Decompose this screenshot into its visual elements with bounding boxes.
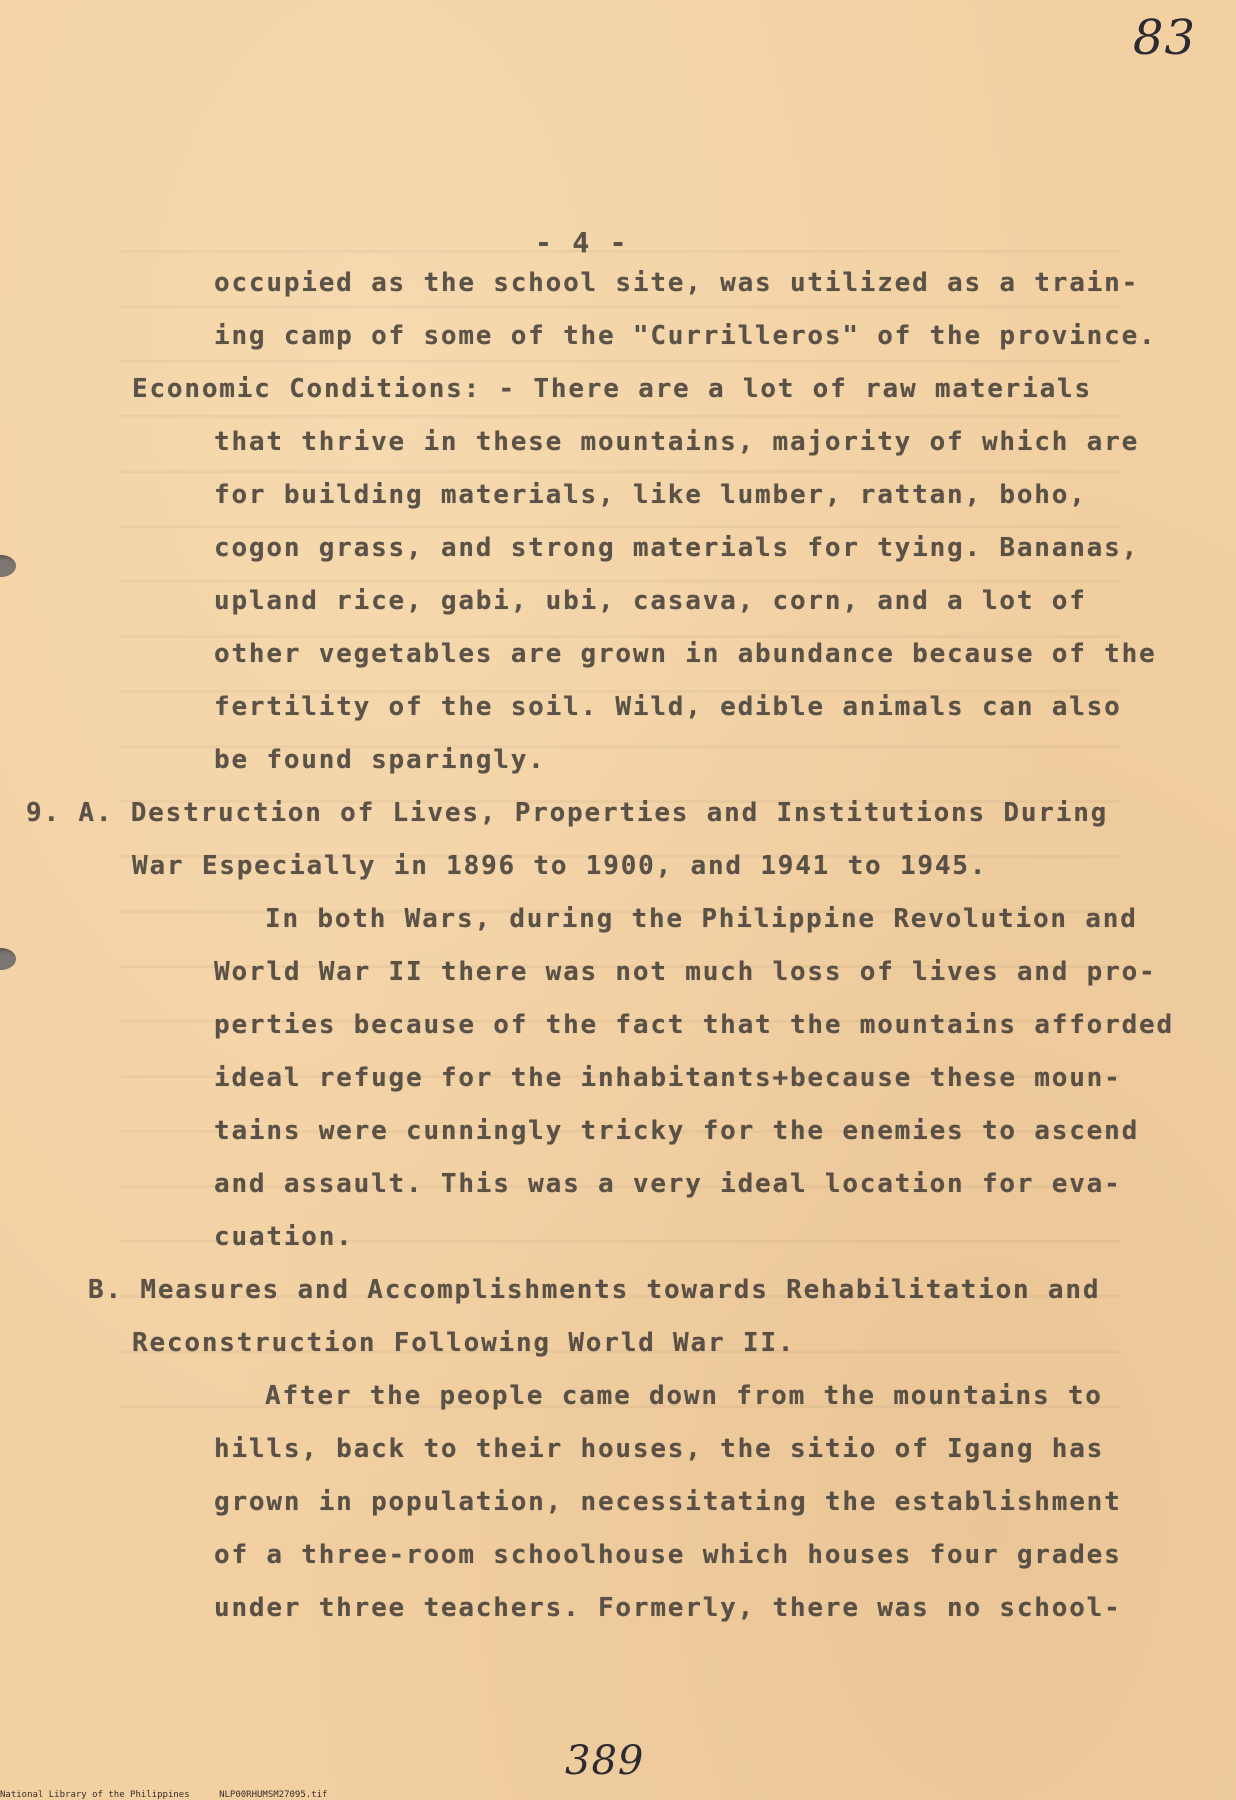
body-line: fertility of the soil. Wild, edible animals can also: [214, 692, 1122, 722]
body-line: hills, back to their houses, the sitio of Igang has: [214, 1434, 1105, 1464]
body-line: occupied as the school site, was utilized as a train-: [214, 268, 1140, 298]
punch-hole: [0, 555, 16, 577]
body-line: upland rice, gabi, ubi, casava, corn, and a lot of: [214, 586, 1087, 616]
body-line: Economic Conditions: - There are a lot of raw materials: [132, 374, 1092, 404]
body-line: ing camp of some of the "Currilleros" of the province.: [214, 321, 1157, 351]
body-line: ideal refuge for the inhabitants+because these moun-: [214, 1063, 1122, 1093]
page-number: - 4 -: [535, 226, 629, 259]
body-line: that thrive in these mountains, majority of which are: [214, 427, 1140, 457]
body-line: for building materials, like lumber, rattan, boho,: [214, 480, 1087, 510]
footer-library: National Library of the Philippines: [0, 1790, 190, 1800]
section-heading: B. Measures and Accomplishments towards Rehabilitation and: [88, 1275, 1101, 1305]
body-line: In both Wars, during the Philippine Revolution and: [265, 904, 1138, 934]
section-heading: 9. A. Destruction of Lives, Properties and Institutions During: [26, 798, 1109, 828]
handwritten-page-number: 389: [565, 1738, 645, 1784]
body-line: be found sparingly.: [214, 745, 546, 775]
body-line: other vegetables are grown in abundance because of the: [214, 639, 1157, 669]
body-line: under three teachers. Formerly, there was no school-: [214, 1593, 1122, 1623]
body-line: cuation.: [214, 1222, 354, 1252]
punch-hole: [0, 948, 16, 970]
footer-filename: NLP00RHUMSM27095.tif: [219, 1790, 328, 1800]
body-line: cogon grass, and strong materials for tying. Bananas,: [214, 533, 1140, 563]
body-line: grown in population, necessitating the establishment: [214, 1487, 1122, 1517]
section-heading: War Especially in 1896 to 1900, and 1941 to 1945.: [132, 851, 988, 881]
body-line: of a three-room schoolhouse which houses four grades: [214, 1540, 1122, 1570]
body-line: tains were cunningly tricky for the enemies to ascend: [214, 1116, 1140, 1146]
folio-number: 83: [1132, 10, 1196, 66]
archive-footer: [0, 1790, 327, 1800]
body-line: After the people came down from the mountains to: [265, 1381, 1103, 1411]
body-line: and assault. This was a very ideal location for eva-: [214, 1169, 1122, 1199]
section-heading: Reconstruction Following World War II.: [132, 1328, 796, 1358]
body-line: World War II there was not much loss of lives and pro-: [214, 957, 1157, 987]
body-line: perties because of the fact that the mountains afforded: [214, 1010, 1174, 1040]
